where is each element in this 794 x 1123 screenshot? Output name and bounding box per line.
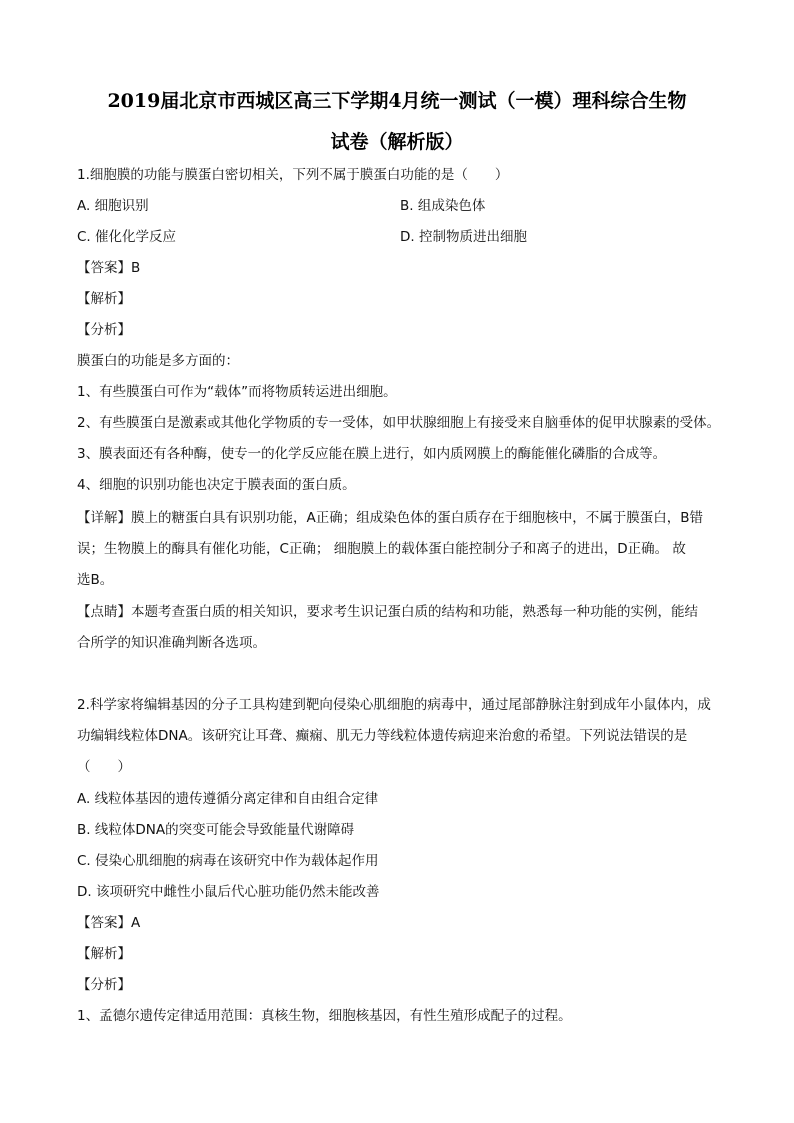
q2-answer: 【答案】A <box>77 915 141 931</box>
q2-stem-line: （ ） <box>77 759 131 775</box>
q1-fenxi-label: 【分析】 <box>77 322 131 338</box>
q2-option-a: A. 线粒体基因的遗传遵循分离定律和自由组合定律 <box>77 791 379 807</box>
q1-analysis-line: 4、细胞的识别功能也决定于膜表面的蛋白质。 <box>77 477 356 493</box>
q1-analysis-line: 1、有些膜蛋白可作为“载体”而将物质转运进出细胞。 <box>77 384 397 400</box>
q1-jiexi-label: 【解析】 <box>77 291 131 307</box>
q1-option-a: A. 细胞识别 <box>77 198 149 214</box>
q1-analysis-line: 3、膜表面还有各种酶，使专一的化学反应能在膜上进行，如内质网膜上的酶能催化磷脂的合成等。 <box>77 446 667 462</box>
q1-analysis-line: 2、有些膜蛋白是激素或其他化学物质的专一受体，如甲状腺细胞上有接受来自脑垂体的促甲状腺素的受体。 <box>77 415 721 431</box>
q1-detail-line: 【详解】膜上的糖蛋白具有识别功能，A正确；组成染色体的蛋白质存在于细胞核中，不属于膜蛋白，B错 <box>77 510 703 526</box>
document-title-line2: 试卷（解析版） <box>330 131 464 153</box>
q1-stem: 1.细胞膜的功能与膜蛋白密切相关，下列不属于膜蛋白功能的是（ ） <box>77 167 509 183</box>
q2-option-d: D. 该项研究中雌性小鼠后代心脏功能仍然未能改善 <box>77 884 380 900</box>
q2-stem-line: 功编辑线粒体DNA。该研究让耳聋、癫痫、肌无力等线粒体遗传病迎来治愈的希望。下列说法错误的是 <box>77 728 688 744</box>
q1-detail-line: 选B。 <box>77 572 114 588</box>
q2-fenxi-label: 【分析】 <box>77 977 131 993</box>
q2-option-b: B. 线粒体DNA的突变可能会导致能量代谢障碍 <box>77 822 355 838</box>
q1-detail-line: 误；生物膜上的酶具有催化功能，C正确； 细胞膜上的载体蛋白能控制分子和离子的进出，D正确。 故 <box>77 541 686 557</box>
q1-option-d: D. 控制物质进出细胞 <box>400 229 527 245</box>
q1-point-line: 合所学的知识准确判断各选项。 <box>77 635 266 651</box>
q1-answer: 【答案】B <box>77 260 141 276</box>
q2-analysis-line: 1、孟德尔遗传定律适用范围：真核生物，细胞核基因，有性生殖形成配子的过程。 <box>77 1008 572 1024</box>
q2-stem-line: 2.科学家将编辑基因的分子工具构建到靶向侵染心肌细胞的病毒中，通过尾部静脉注射到成年小鼠体内，成 <box>77 697 711 713</box>
q1-point-line: 【点睛】本题考查蛋白质的相关知识，要求考生识记蛋白质的结构和功能，熟悉每一种功能的实例，能结 <box>77 604 698 620</box>
q1-analysis-line: 膜蛋白的功能是多方面的： <box>77 353 239 369</box>
q2-jiexi-label: 【解析】 <box>77 946 131 962</box>
q2-option-c: C. 侵染心肌细胞的病毒在该研究中作为载体起作用 <box>77 853 379 869</box>
q1-option-b: B. 组成染色体 <box>400 198 486 214</box>
q1-option-c: C. 催化化学反应 <box>77 229 177 245</box>
document-title-line1: 2019届北京市西城区高三下学期4月统一测试（一模）理科综合生物 <box>107 90 687 112</box>
